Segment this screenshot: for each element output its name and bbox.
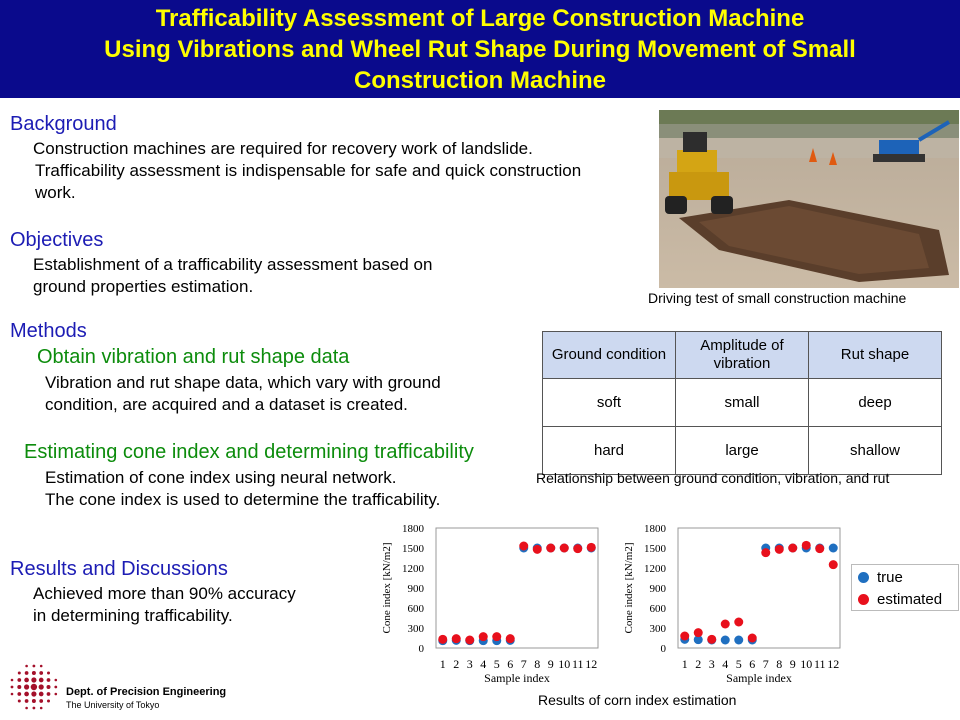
data-point-estimated: [748, 634, 757, 643]
x-tick-label: 4: [722, 657, 729, 671]
legend-estimated-marker: [858, 594, 869, 605]
objectives-heading: Objectives: [10, 229, 104, 251]
x-tick-label: 5: [493, 657, 500, 671]
y-tick-label: 300: [649, 623, 666, 635]
x-tick-label: 12: [585, 657, 598, 671]
logo-dot: [39, 692, 44, 697]
methods-subheading-2: Estimating cone index and determining trafficability: [24, 441, 474, 463]
title-line-1: Trafficability Assessment of Large Construction Machine: [155, 4, 805, 32]
logo-dot: [39, 684, 44, 689]
x-tick-label: 7: [520, 657, 527, 671]
x-tick-label: 1: [681, 657, 688, 671]
x-axis-label: Sample index: [726, 671, 792, 685]
x-tick-label: 6: [507, 657, 514, 671]
legend-estimated-label: estimated: [877, 590, 943, 608]
logo-mark-icon: [6, 660, 62, 714]
title-line-2: Using Vibrations and Wheel Rut Shape During Movement of Small: [104, 35, 856, 63]
logo-dot: [40, 665, 43, 668]
table-cell: soft: [543, 379, 676, 427]
data-point-true: [721, 636, 730, 645]
logo-dot: [31, 684, 37, 690]
x-tick-label: 3: [466, 657, 473, 671]
y-tick-label: 1500: [402, 543, 424, 555]
data-point-estimated: [506, 634, 515, 643]
x-tick-label: 4: [480, 657, 487, 671]
legend-true-label: true: [877, 568, 903, 586]
x-tick-label: 2: [453, 657, 460, 671]
methods-text-2: condition, are acquired and a dataset is created.: [45, 395, 408, 414]
table-caption: Relationship between ground condition, vibration, and rut: [536, 470, 890, 486]
legend-true: [858, 567, 958, 587]
x-tick-label: 9: [547, 657, 554, 671]
data-point-estimated: [788, 544, 797, 553]
relationship-table: [542, 331, 942, 475]
driving-test-photo: [659, 110, 959, 288]
table-header-cell: Amplitude of vibration: [676, 332, 809, 379]
logo-dot: [54, 679, 57, 682]
table-row: [543, 427, 942, 475]
table-cell: deep: [809, 379, 942, 427]
results-text-1: Achieved more than 90% accuracy: [33, 584, 296, 603]
x-tick-label: 11: [813, 657, 826, 671]
logo-dot: [17, 692, 21, 696]
table-row: [543, 379, 942, 427]
data-point-estimated: [573, 544, 582, 553]
title-bar: [0, 0, 960, 98]
y-tick-label: 1800: [644, 523, 666, 535]
objectives-text-1: Establishment of a trafficability assessment based on: [33, 255, 433, 274]
plot-area: [436, 528, 598, 648]
data-point-estimated: [707, 635, 716, 644]
logo-line-1: Dept. of Precision Engineering: [66, 686, 227, 698]
x-tick-label: 2: [695, 657, 702, 671]
title-line-3: Construction Machine: [353, 66, 606, 94]
y-tick-label: 1800: [402, 523, 424, 535]
y-tick-label: 1200: [402, 563, 424, 575]
logo-dot: [25, 707, 28, 710]
data-point-estimated: [519, 542, 528, 551]
logo-dot: [47, 692, 51, 696]
logo-dot: [17, 678, 21, 682]
data-point-estimated: [587, 543, 596, 552]
photo-caption: Driving test of small construction machine: [648, 290, 907, 306]
methods-text-3: Estimation of cone index using neural network.: [45, 468, 397, 487]
data-point-estimated: [479, 632, 488, 641]
data-point-estimated: [829, 560, 838, 569]
charts-caption: Results of corn index estimation: [538, 692, 737, 708]
methods-subheading-1: Obtain vibration and rut shape data: [37, 346, 350, 368]
legend-estimated: [858, 589, 958, 609]
table-cell: hard: [543, 427, 676, 475]
logo-dot: [33, 665, 36, 668]
logo-dot: [47, 671, 50, 674]
logo-dot: [18, 671, 21, 674]
logo-dot: [54, 686, 57, 689]
logo-dot: [24, 678, 29, 683]
logo-dot: [39, 678, 44, 683]
x-tick-label: 1: [439, 657, 446, 671]
table-cell: large: [676, 427, 809, 475]
chart-left: [368, 518, 608, 688]
x-tick-label: 9: [789, 657, 796, 671]
logo-dot: [25, 699, 29, 703]
plot-area: [678, 528, 840, 648]
table-header-row: [543, 332, 942, 379]
logo-dot: [17, 685, 21, 689]
data-point-estimated: [452, 634, 461, 643]
results-heading: Results and Discussions: [10, 558, 228, 580]
x-tick-label: 5: [735, 657, 742, 671]
logo-dot: [47, 685, 51, 689]
legend-true-marker: [858, 572, 869, 583]
logo-dot: [11, 693, 14, 696]
data-point-true: [734, 636, 743, 645]
logo-dot: [25, 665, 28, 668]
logo-dot: [39, 699, 43, 703]
x-tick-label: 10: [800, 657, 813, 671]
data-point-estimated: [721, 620, 730, 629]
university-logo: [6, 660, 62, 714]
x-tick-label: 12: [827, 657, 840, 671]
x-tick-label: 3: [708, 657, 715, 671]
logo-dot: [32, 671, 36, 675]
logo-dot: [24, 692, 29, 697]
y-tick-label: 1200: [644, 563, 666, 575]
data-point-estimated: [465, 636, 474, 645]
objectives-text-2: ground properties estimation.: [33, 277, 254, 296]
data-point-estimated: [492, 632, 501, 641]
data-point-estimated: [438, 635, 447, 644]
methods-text-1: Vibration and rut shape data, which vary with ground: [45, 373, 441, 392]
logo-dot: [33, 707, 36, 710]
logo-dot: [18, 699, 21, 702]
x-tick-label: 6: [749, 657, 756, 671]
table-cell: shallow: [809, 427, 942, 475]
data-point-estimated: [775, 545, 784, 554]
logo-dot: [25, 671, 29, 675]
y-tick-label: 600: [407, 603, 424, 615]
chart-right: [610, 518, 850, 688]
logo-dot: [11, 679, 14, 682]
x-tick-label: 7: [762, 657, 769, 671]
data-point-estimated: [802, 541, 811, 550]
methods-heading: Methods: [10, 320, 87, 342]
x-tick-label: 8: [776, 657, 783, 671]
background-text-3: work.: [35, 183, 76, 202]
y-tick-label: 900: [649, 583, 666, 595]
y-tick-label: 900: [407, 583, 424, 595]
logo-dot: [47, 678, 51, 682]
y-tick-label: 600: [649, 603, 666, 615]
x-tick-label: 10: [558, 657, 571, 671]
background-text-2: Trafficability assessment is indispensable for safe and quick construction: [35, 161, 582, 180]
logo-dot: [31, 677, 36, 682]
table-cell: small: [676, 379, 809, 427]
x-tick-label: 8: [534, 657, 541, 671]
logo-dot: [39, 671, 43, 675]
data-point-estimated: [694, 628, 703, 637]
y-tick-label: 0: [418, 643, 424, 655]
logo-dot: [47, 699, 50, 702]
y-axis-label: Cone index [kN/m2]: [381, 542, 393, 634]
data-point-true: [829, 544, 838, 553]
logo-dot: [11, 686, 14, 689]
background-heading: Background: [10, 113, 117, 135]
table-header-cell: Rut shape: [809, 332, 942, 379]
data-point-estimated: [815, 544, 824, 553]
logo-dot: [31, 691, 36, 696]
x-axis-label: Sample index: [484, 671, 550, 685]
y-tick-label: 300: [407, 623, 424, 635]
logo-dot: [40, 707, 43, 710]
methods-text-4: The cone index is used to determine the trafficability.: [45, 490, 441, 509]
data-point-estimated: [761, 548, 770, 557]
data-point-estimated: [680, 632, 689, 641]
y-tick-label: 0: [660, 643, 666, 655]
data-point-estimated: [560, 544, 569, 553]
results-text-2: in determining trafficability.: [33, 606, 233, 625]
table-header-cell: Ground condition: [543, 332, 676, 379]
logo-line-2: The University of Tokyo: [66, 700, 160, 710]
data-point-estimated: [546, 544, 555, 553]
x-tick-label: 11: [571, 657, 584, 671]
data-point-estimated: [734, 618, 743, 627]
logo-dot: [24, 684, 29, 689]
y-axis-label: Cone index [kN/m2]: [623, 542, 635, 634]
logo-dot: [54, 693, 57, 696]
logo-dot: [32, 699, 36, 703]
y-tick-label: 1500: [644, 543, 666, 555]
background-text-1: Construction machines are required for recovery work of landslide.: [33, 139, 533, 158]
chart-legend: [851, 564, 959, 611]
data-point-estimated: [533, 545, 542, 554]
